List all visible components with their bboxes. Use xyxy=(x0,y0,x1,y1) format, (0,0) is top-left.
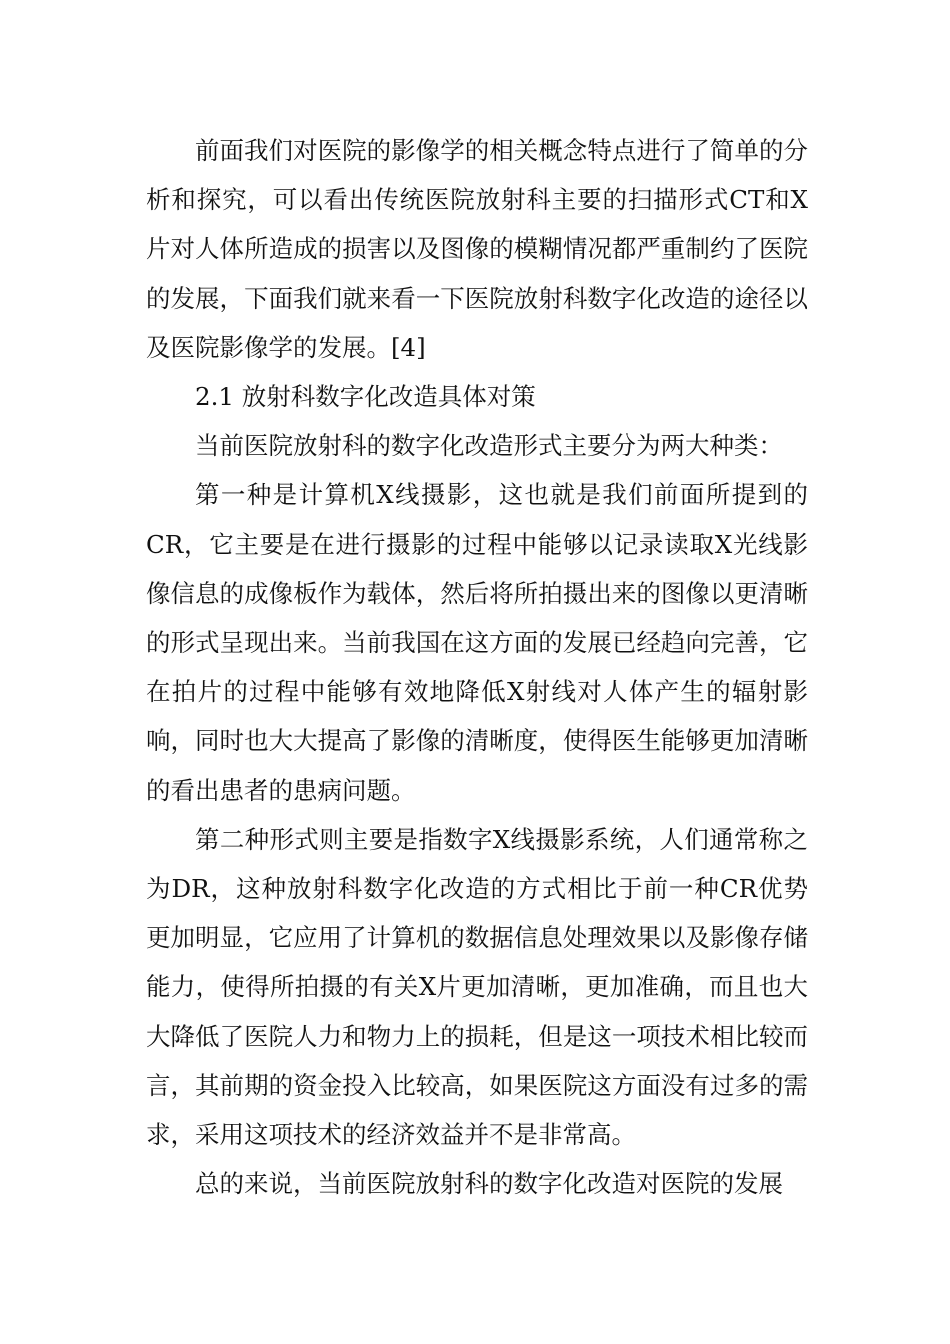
paragraph-summary: 总的来说，当前医院放射科的数字化改造对医院的发展 xyxy=(195,1169,783,1199)
document-body xyxy=(146,126,808,1208)
paragraph-types-overview: 当前医院放射科的数字化改造形式主要分为两大种类： xyxy=(195,431,783,461)
paragraph-dr: 第二种形式则主要是指数字X线摄影系统，人们通常称之为DR，这种放射科数字化改造的方式相比于前一种CR优势更加明显，它应用了计算机的数据信息处理效果以及影像存储能力，使得所拍摄的有关X片更加清晰，更加准确，而且也大大降低了医院人力和物力上的损耗，但是这一项技术相比较而言，其前期的资金投入比较高，如果医院这方面没有过多的需求，采用这项技术的经济效益并不是非常高。 xyxy=(146,824,808,1150)
paragraph-intro: 前面我们对医院的影像学的相关概念特点进行了简单的分析和探究，可以看出传统医院放射科主要的扫描形式CT和X片对人体所造成的损害以及图像的模糊情况都严重制约了医院的发展，下面我们就来看一下医院放射科数字化改造的途径以及医院影像学的发展。[4] xyxy=(146,136,808,362)
section-heading: 2.1 放射科数字化改造具体对策 xyxy=(195,382,536,412)
paragraph-cr: 第一种是计算机X线摄影，这也就是我们前面所提到的CR，它主要是在进行摄影的过程中能够以记录读取X光线影像信息的成像板作为载体，然后将所拍摄出来的图像以更清晰的形式呈现出来。当前我国在这方面的发展已经趋向完善，它在拍片的过程中能够有效地降低X射线对人体产生的辐射影响，同时也大大提高了影像的清晰度，使得医生能够更加清晰的看出患者的患病问题。 xyxy=(146,480,808,805)
